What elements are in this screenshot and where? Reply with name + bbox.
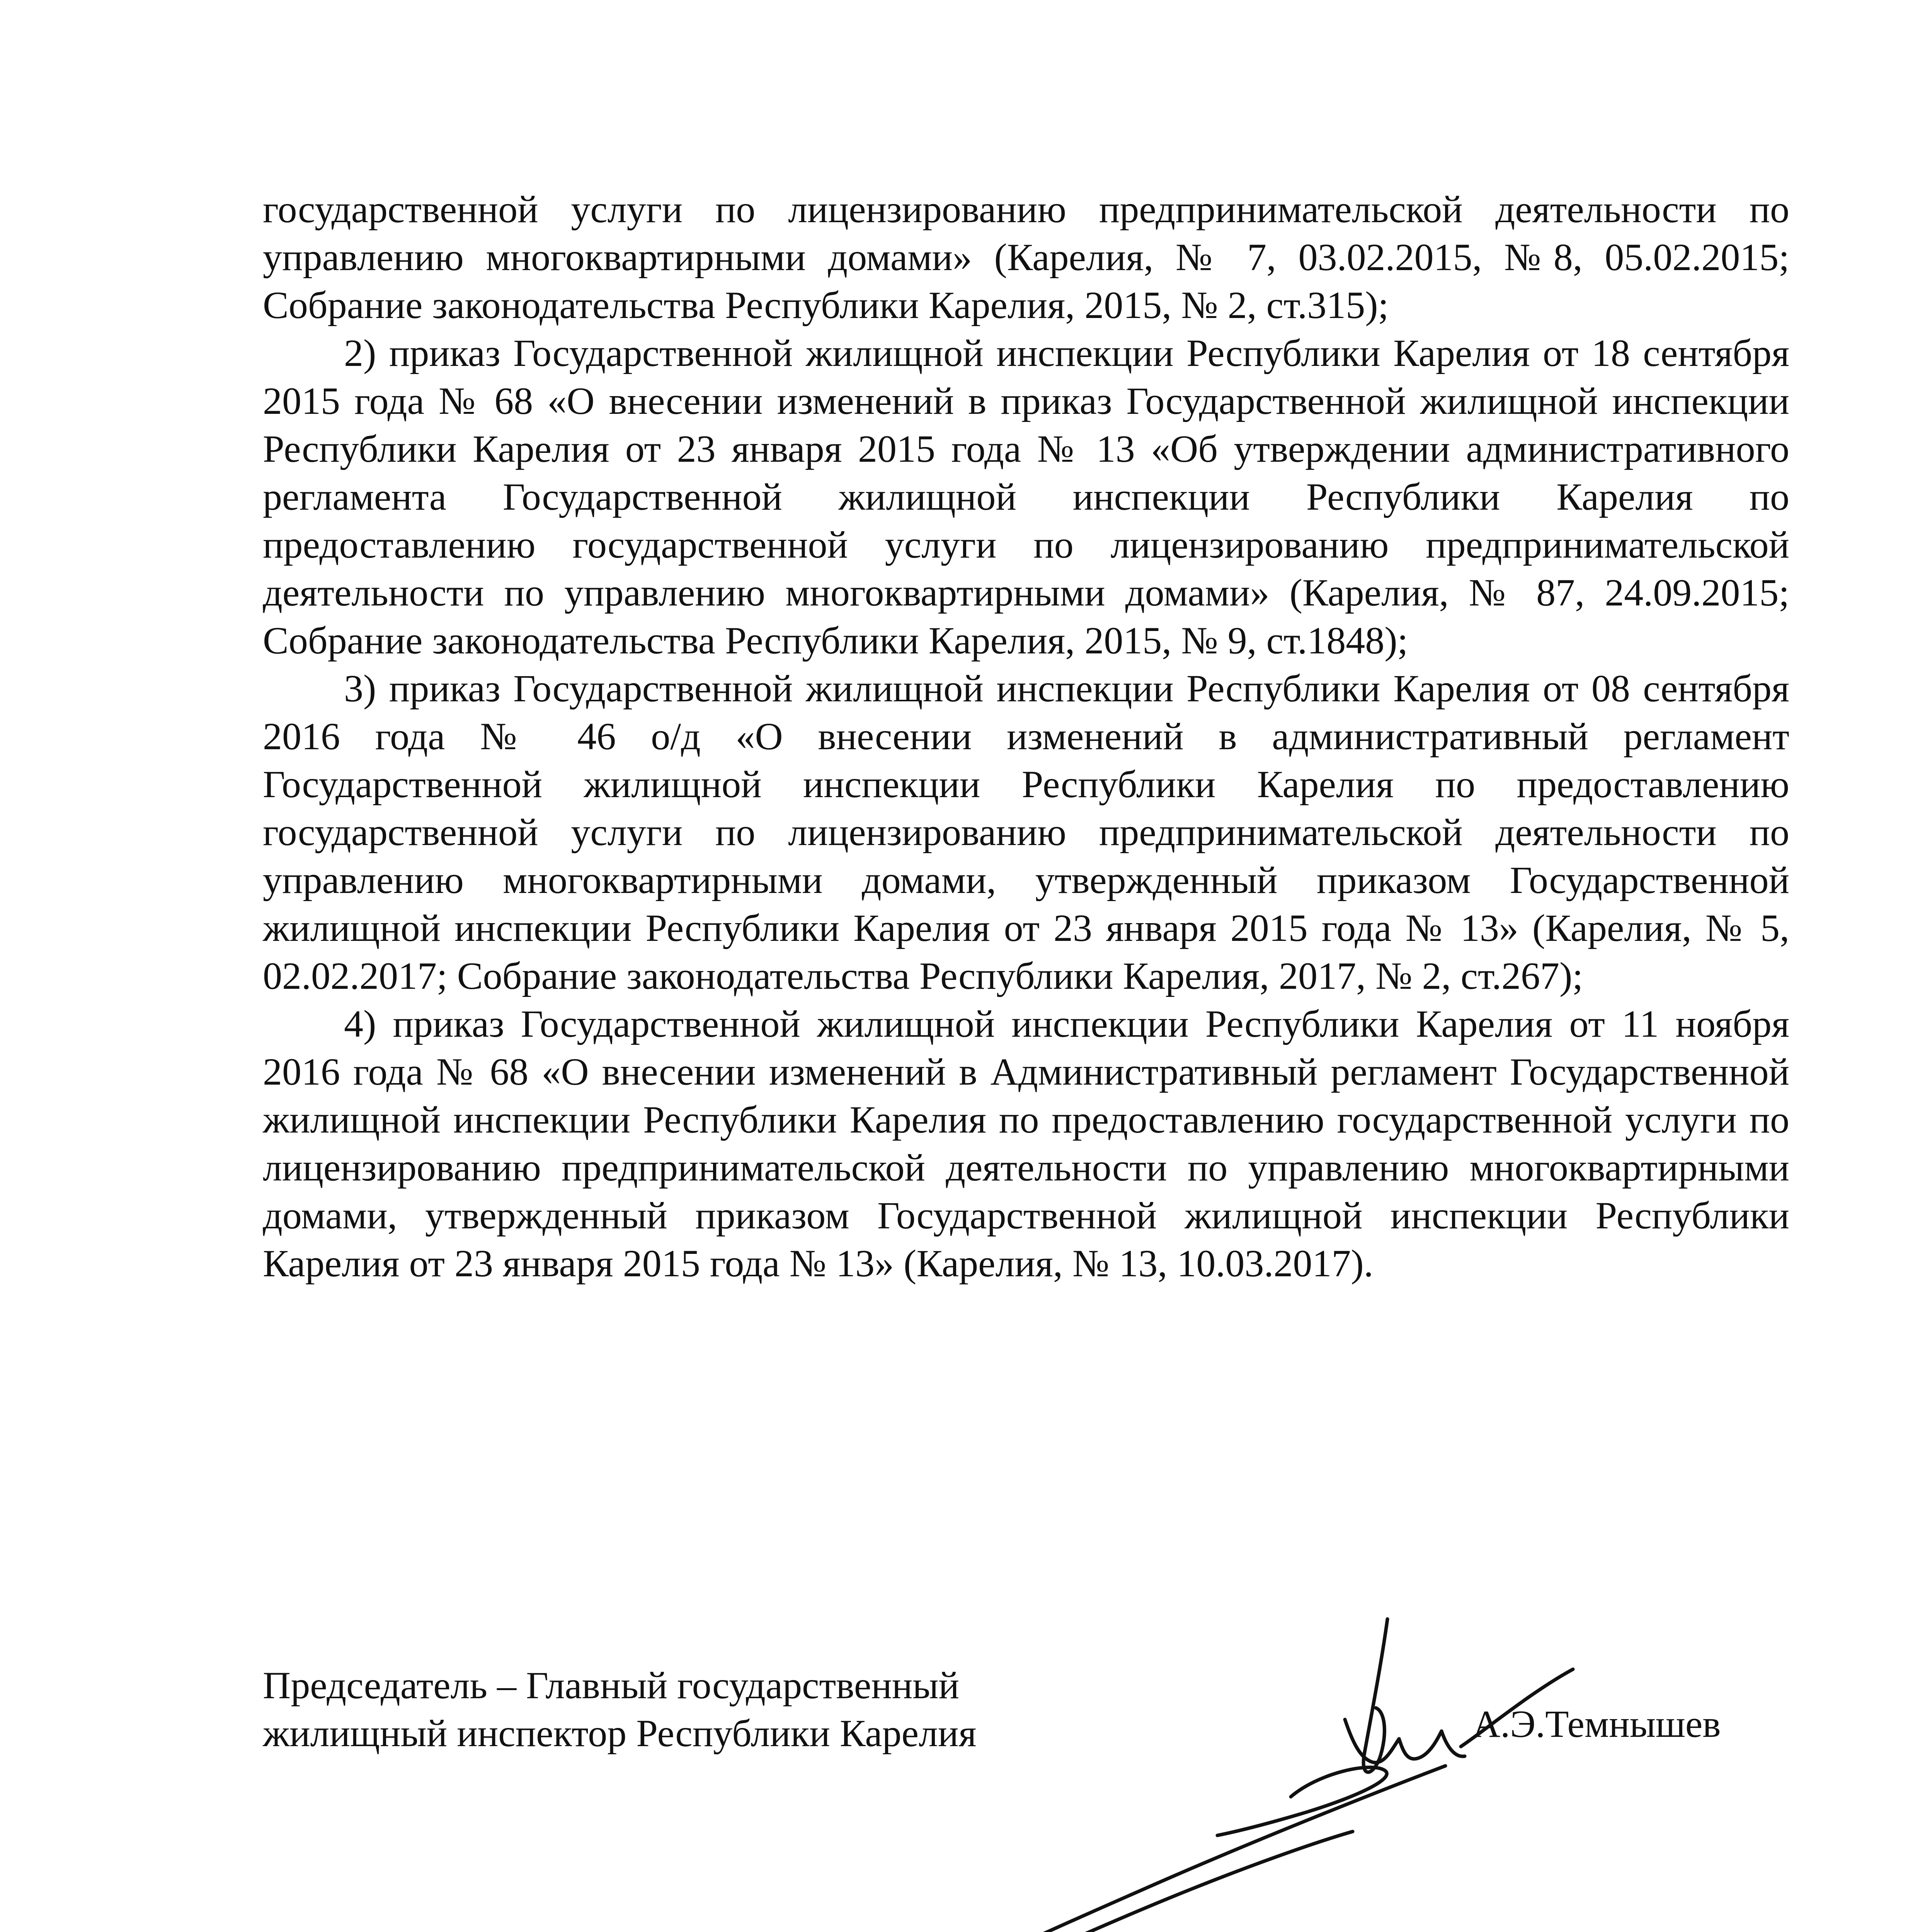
document-body <box>263 185 1789 1287</box>
signatory-name: А.Э.Темнышев <box>1472 1702 1721 1745</box>
paragraph-item-4: 4) приказ Государственной жилищной инспекции Республики Карелия от 11 ноября 2016 года № 68 «О внесении изменений в Административный регламент Государственной жилищной инспекции Республики Карелия по предоставлению государственной услуги по лицензированию предпринимательской деятельности по управлению многоквартирными домами, утвержденный приказом Государственной жилищной инспекции Республики Карелия от 23 января 2015 года № 13» (Карелия, № 13, 10.03.2017). <box>263 1002 1789 1285</box>
paragraph-continuation: государственной услуги по лицензированию предпринимательской деятельности по управлению многоквартирными домами» (Карелия, № 7, 03.02.2015, №8, 05.02.2015; Собрание законодательства Республики Карелия, 2015, № 2, ст.315); <box>263 188 1789 327</box>
handwritten-signature-icon <box>804 1596 1592 1932</box>
paragraph-item-2: 2) приказ Государственной жилищной инспекции Республики Карелия от 18 сентября 2015 года № 68 «О внесении изменений в приказ Государственной жилищной инспекции Республики Карелия от 23 января 2015 года № 13 «Об утверждении административного регламента Государственной жилищной инспекции Республики Карелия по предоставлению государственной услуги по лицензированию предпринимательской деятельности по управлению многоквартирными домами» (Карелия, № 87, 24.09.2015; Собрание законодательства Республики Карелия, 2015, № 9, ст.1848); <box>263 332 1789 662</box>
signatory-position-line-2: жилищный инспектор Республики Карелия <box>263 1712 977 1755</box>
paragraph-item-3: 3) приказ Государственной жилищной инспекции Республики Карелия от 08 сентября 2016 года № 46 о/д «О внесении изменений в административный регламент Государственной жилищной инспекции Республики Карелия по предоставлению государственной услуги по лицензированию предпринимательской деятельности по управлению многоквартирными домами, утвержденный приказом Государственной жилищной инспекции Республики Карелия от 23 января 2015 года № 13» (Карелия, № 5, 02.02.2017; Собрание законодательства Республики Карелия, 2017, № 2, ст.267); <box>263 667 1789 997</box>
signatory-position-line-1: Председатель – Главный государственный <box>263 1664 960 1707</box>
